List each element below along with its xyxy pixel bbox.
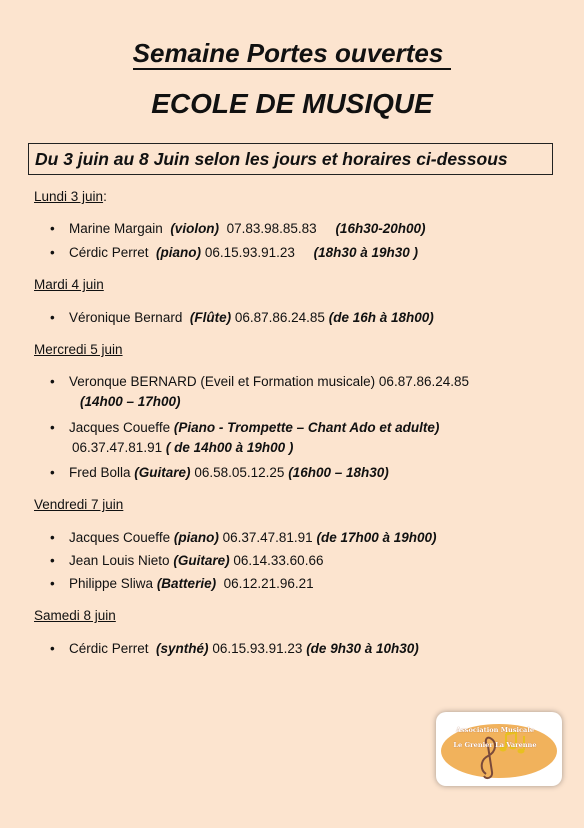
phone-number: 06.58.05.12.25 bbox=[194, 465, 285, 480]
list-item bbox=[50, 221, 425, 236]
hours: (de 17h00 à 19h00) bbox=[316, 530, 437, 545]
instrument: (violon) bbox=[170, 221, 220, 236]
phone-number: 06.15.93.91.23 bbox=[204, 245, 295, 260]
day-heading-samedi: Samedi 8 juin bbox=[34, 608, 116, 623]
day-heading-vendredi: Vendredi 7 juin bbox=[34, 497, 124, 512]
list-item bbox=[50, 420, 439, 455]
instrument: (Guitare) bbox=[173, 553, 230, 568]
phone-number: 06.37.47.81.91 bbox=[72, 440, 163, 455]
activity: (Eveil et Formation musicale) bbox=[200, 374, 376, 389]
bullet-icon: • bbox=[50, 221, 55, 236]
instrument: (synthé) bbox=[156, 641, 209, 656]
list-item bbox=[50, 310, 434, 325]
instrument: (Piano - Trompette – Chant Ado et adulte) bbox=[173, 420, 440, 435]
hours: (16h00 – 18h30) bbox=[288, 465, 389, 480]
hours: (16h30-20h00) bbox=[335, 221, 426, 236]
instrument: (piano) bbox=[156, 245, 202, 260]
bullet-icon: • bbox=[50, 553, 55, 568]
day-heading-lundi: Lundi 3 juin: bbox=[34, 189, 107, 204]
date-banner: Du 3 juin au 8 Juin selon les jours et horaires ci-dessous bbox=[28, 143, 553, 175]
teacher-name: Véronique Bernard bbox=[69, 310, 183, 325]
logo-text-line2: Le Grenier La Varenne bbox=[453, 741, 537, 749]
day-heading-mercredi: Mercredi 5 juin bbox=[34, 342, 123, 357]
hours: ( de 14h00 à 19h00 ) bbox=[165, 440, 294, 455]
instrument: (piano) bbox=[173, 530, 219, 545]
logo-text-line1: Association Musicale bbox=[455, 726, 535, 734]
list-item bbox=[50, 641, 419, 656]
phone-number: 06.37.47.81.91 bbox=[222, 530, 313, 545]
instrument: (Guitare) bbox=[134, 465, 191, 480]
bullet-icon: • bbox=[50, 420, 55, 435]
poster-subtitle: ECOLE DE MUSIQUE bbox=[151, 88, 433, 119]
teacher-name: Fred Bolla bbox=[69, 465, 131, 480]
hours: (14h00 – 17h00) bbox=[80, 394, 181, 409]
list-item bbox=[50, 374, 469, 409]
association-logo bbox=[436, 712, 562, 786]
teacher-name: Cérdic Perret bbox=[69, 245, 149, 260]
list-item bbox=[50, 465, 389, 480]
list-item bbox=[50, 576, 314, 591]
phone-number: 06.15.93.91.23 bbox=[212, 641, 303, 656]
hours: (18h30 à 19h30 ) bbox=[313, 245, 418, 260]
bullet-icon: • bbox=[50, 245, 55, 260]
phone-number: 06.87.86.24.85 bbox=[234, 310, 325, 325]
bullet-icon: • bbox=[50, 374, 55, 389]
teacher-name: Jean Louis Nieto bbox=[69, 553, 170, 568]
bullet-icon: • bbox=[50, 641, 55, 656]
list-item bbox=[50, 530, 437, 545]
bullet-icon: • bbox=[50, 530, 55, 545]
day-heading-mardi: Mardi 4 juin bbox=[34, 277, 104, 292]
bullet-icon: • bbox=[50, 310, 55, 325]
hours: (de 16h à 18h00) bbox=[328, 310, 434, 325]
teacher-name: Jacques Coueffe bbox=[69, 530, 171, 545]
phone-number: 07.83.98.85.83 bbox=[226, 221, 317, 236]
instrument: (Flûte) bbox=[189, 310, 232, 325]
phone-number: 06.14.33.60.66 bbox=[233, 553, 324, 568]
teacher-name: Cérdic Perret bbox=[69, 641, 149, 656]
teacher-name: Jacques Coueffe bbox=[69, 420, 171, 435]
teacher-name: Marine Margain bbox=[69, 221, 163, 236]
instrument: (Batterie) bbox=[156, 576, 217, 591]
teacher-name: Philippe Sliwa bbox=[69, 576, 154, 591]
bullet-icon: • bbox=[50, 576, 55, 591]
list-item bbox=[50, 553, 323, 568]
poster-title: Semaine Portes ouvertes bbox=[0, 38, 584, 69]
hours: (de 9h30 à 10h30) bbox=[306, 641, 419, 656]
list-item bbox=[50, 245, 418, 260]
bullet-icon: • bbox=[50, 465, 55, 480]
music-notes-icon bbox=[436, 712, 562, 786]
phone-number: 06.87.86.24.85 bbox=[378, 374, 470, 389]
phone-number: 06.12.21.96.21 bbox=[223, 576, 314, 591]
teacher-name: Veronque BERNARD bbox=[69, 374, 197, 389]
